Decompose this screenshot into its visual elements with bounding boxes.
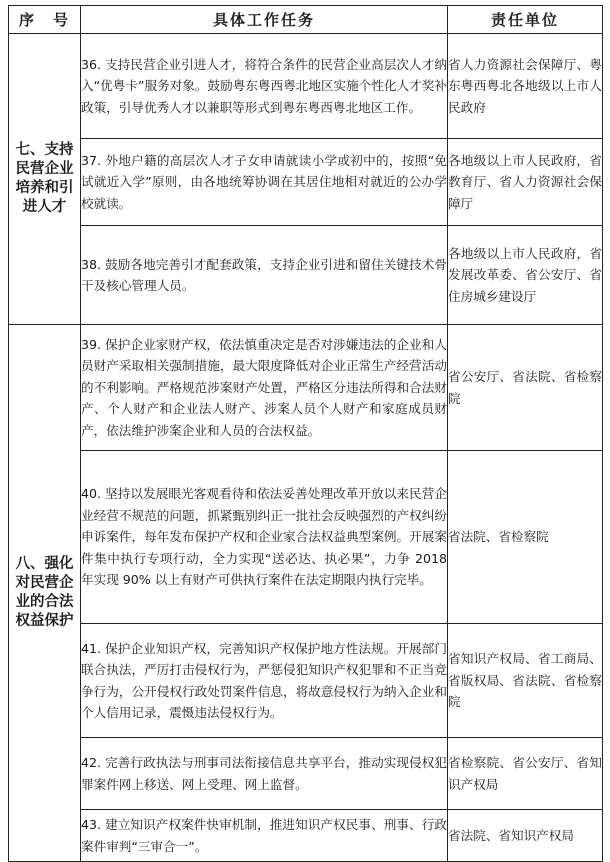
task-table — [8, 5, 603, 862]
category-cell: 八、强化对民营企业的合法权益保护 — [9, 325, 81, 862]
task-text: 41. 保护企业知识产权，完善知识产权保护地方性法规。开展部门联合执法，严厉打击侵权行为，严惩侵犯知识产权犯罪和不正当竞争行为，公开侵权行政处罚案件信息，将故意侵权行为纳入企业和个人信用记录，震慑违法侵权行为。 — [81, 640, 447, 720]
task-cell — [81, 624, 448, 738]
table-header-row — [9, 6, 603, 34]
task-text: 43. 建立知识产权案件快审机制，推进知识产权民事、刑事、行政案件审判“三审合一”。 — [81, 817, 447, 854]
task-cell — [81, 451, 448, 624]
unit-cell — [448, 451, 603, 624]
category-cell: 七、支持民营企业培养和引进人才 — [9, 34, 81, 325]
task-cell — [81, 226, 448, 325]
unit-cell — [448, 624, 603, 738]
table-row — [9, 226, 603, 325]
unit-text: 省人力资源社会保障厅、粤东粤西粤北各地级以上市人民政府 — [448, 56, 602, 115]
task-text: 37. 外地户籍的高层次人才子女申请就读小学或初中的，按照“免试就近入学”原则，由各地统筹协调在其居住地相对就近的公办学校就读。 — [81, 152, 447, 211]
unit-cell — [448, 139, 603, 226]
unit-text: 各地级以上市人民政府，省发展改革委、省公安厅、省住房城乡建设厅 — [448, 245, 602, 304]
unit-text: 省法院、省知识产权局 — [448, 827, 574, 843]
table-row — [9, 810, 603, 862]
task-text: 36. 支持民营企业引进人才，将符合条件的民营企业高层次人才纳入“优粤卡”服务对象。鼓励粤东粤西粤北地区实施个性化人才奖补政策，引导优秀人才以兼职等形式到粤东粤西粤北地区工作。 — [81, 56, 447, 115]
unit-text: 省知识产权局、省工商局、省版权局、省法院、省检察院 — [448, 651, 602, 710]
table-row — [9, 325, 603, 451]
header-task: 具体工作任务 — [81, 6, 448, 34]
unit-text: 省公安厅、省法院、省检察院 — [448, 369, 602, 406]
table-row — [9, 624, 603, 738]
task-cell — [81, 738, 448, 810]
unit-text: 省法院、省检察院 — [448, 529, 549, 545]
unit-cell — [448, 738, 603, 810]
unit-cell — [448, 325, 603, 451]
table-row — [9, 139, 603, 226]
table-row — [9, 451, 603, 624]
unit-text: 省检察院、省公安厅、省知识产权局 — [448, 755, 602, 792]
task-text: 39. 保护企业家财产权，依法慎重决定是否对涉嫌违法的企业和人员财产采取相关强制措施，最大限度降低对企业正常生产经营活动的不利影响。严格规范涉案财产处置，严格区分违法所得和合法财产、个人财产和企业法人财产、涉案人员个人财产和家庭成员财产，依法维护涉案企业和人员的合法权益。 — [81, 336, 447, 438]
table-row — [9, 738, 603, 810]
task-cell — [81, 139, 448, 226]
unit-cell — [448, 810, 603, 862]
task-cell — [81, 34, 448, 139]
task-text: 40. 坚持以发展眼光客观看待和依法妥善处理改革开放以来民营企业经营不规范的问题，抓紧甄别纠正一批社会反映强烈的产权纠纷申诉案件，每年发布保护产权和企业家合法权益典型案例。开展案件集中执行专项行动，全力实现“送必达、执必果”，力争 2018 年实现 90% 以上有财产可供执行案件在法定期限内执行完毕。 — [81, 486, 447, 588]
unit-cell — [448, 34, 603, 139]
unit-cell — [448, 226, 603, 325]
task-text: 42. 完善行政执法与刑事司法衔接信息共享平台，推动实现侵权犯罪案件网上移送、网上受理、网上监督。 — [81, 755, 447, 792]
task-text: 38. 鼓励各地完善引才配套政策，支持企业引进和留住关键技术骨干及核心管理人员。 — [81, 256, 447, 293]
task-cell — [81, 325, 448, 451]
task-cell — [81, 810, 448, 862]
table-row — [9, 34, 603, 139]
header-unit: 责任单位 — [448, 6, 603, 34]
unit-text: 各地级以上市人民政府，省教育厅、省人力资源社会保障厅 — [448, 152, 602, 211]
header-seq: 序 号 — [9, 6, 81, 34]
